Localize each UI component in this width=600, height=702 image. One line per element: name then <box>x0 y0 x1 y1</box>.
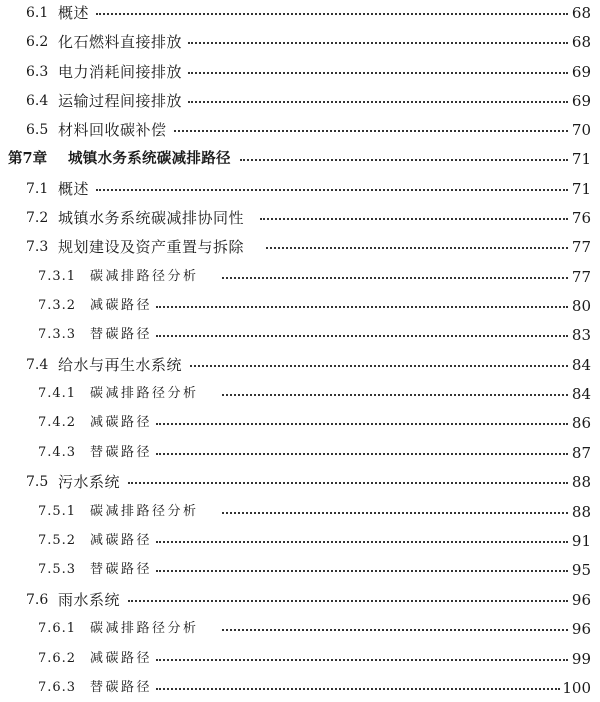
toc-subentry[interactable] <box>0 617 600 641</box>
entry-number: 7.5.1 <box>38 504 77 519</box>
entry-number: 6.2 <box>26 34 49 50</box>
entry-page: 77 <box>571 268 591 286</box>
dot-leader <box>222 394 568 396</box>
entry-page: 86 <box>571 414 591 432</box>
toc-entry[interactable] <box>0 235 600 259</box>
entry-number: 7.6 <box>26 592 49 608</box>
dot-leader <box>156 570 568 572</box>
toc-subentry[interactable] <box>0 529 600 553</box>
toc-subentry[interactable] <box>0 265 600 289</box>
entry-page: 87 <box>571 444 591 462</box>
entry-title: 规划建设及资产重置与拆除 <box>58 238 245 256</box>
entry-title: 替碳路径 <box>90 562 153 577</box>
entry-title: 碳减排路径分析 <box>90 386 199 401</box>
entry-number: 7.1 <box>26 181 49 197</box>
entry-page: 70 <box>571 121 591 139</box>
dot-leader <box>222 629 568 631</box>
entry-page: 100 <box>562 679 591 697</box>
dot-leader <box>188 42 568 44</box>
entry-page: 68 <box>571 4 591 22</box>
entry-title: 减碳路径 <box>90 533 153 548</box>
dot-leader <box>156 423 568 425</box>
entry-title: 雨水系统 <box>58 591 121 609</box>
chapter-title: 城镇水务系统碳减排路径 <box>68 150 231 167</box>
dot-leader <box>96 189 568 191</box>
entry-title: 替碳路径 <box>90 680 153 695</box>
entry-number: 7.6.3 <box>38 680 77 695</box>
entry-page: 76 <box>571 209 591 227</box>
entry-page: 96 <box>571 620 591 638</box>
toc-entry[interactable] <box>0 206 600 230</box>
toc-subentry[interactable] <box>0 647 600 671</box>
entry-title: 污水系统 <box>58 473 121 491</box>
toc-subentry[interactable] <box>0 441 600 465</box>
entry-number: 7.2 <box>26 210 49 226</box>
entry-number: 7.3 <box>26 239 49 255</box>
entry-page: 83 <box>571 326 591 344</box>
dot-leader <box>156 306 568 308</box>
toc-entry[interactable] <box>0 89 600 113</box>
entry-page: 88 <box>571 503 591 521</box>
toc-subentry[interactable] <box>0 294 600 318</box>
entry-page: 68 <box>571 33 591 51</box>
toc-subentry[interactable] <box>0 323 600 347</box>
toc-entry[interactable] <box>0 30 600 54</box>
entry-number: 6.3 <box>26 64 49 80</box>
entry-page: 71 <box>571 150 591 168</box>
dot-leader <box>156 335 568 337</box>
dot-leader <box>222 512 568 514</box>
entry-title: 概述 <box>58 4 90 22</box>
dot-leader <box>190 365 568 367</box>
entry-title: 碳减排路径分析 <box>90 504 199 519</box>
dot-leader <box>188 72 568 74</box>
toc-subentry[interactable] <box>0 411 600 435</box>
entry-number: 7.3.1 <box>38 269 77 284</box>
dot-leader <box>174 130 568 132</box>
toc-subentry[interactable] <box>0 382 600 406</box>
entry-title: 替碳路径 <box>90 445 153 460</box>
entry-number: 7.3.3 <box>38 327 77 342</box>
toc-subentry[interactable] <box>0 500 600 524</box>
entry-page: 99 <box>571 650 591 668</box>
entry-title: 概述 <box>58 180 90 198</box>
entry-title: 减碳路径 <box>90 415 153 430</box>
dot-leader <box>222 277 568 279</box>
entry-number: 6.4 <box>26 93 49 109</box>
dot-leader <box>128 600 568 602</box>
entry-title: 给水与再生水系统 <box>58 356 183 374</box>
toc-chapter-entry[interactable] <box>0 147 600 171</box>
dot-leader <box>156 688 560 690</box>
dot-leader <box>96 13 568 15</box>
dot-leader <box>128 482 568 484</box>
entry-page: 91 <box>571 532 591 550</box>
entry-title: 碳减排路径分析 <box>90 621 199 636</box>
toc-entry[interactable] <box>0 60 600 84</box>
entry-title: 减碳路径 <box>90 298 153 313</box>
entry-number: 7.5.3 <box>38 562 77 577</box>
entry-number: 7.4 <box>26 357 49 373</box>
entry-page: 69 <box>571 63 591 81</box>
entry-title: 减碳路径 <box>90 651 153 666</box>
dot-leader <box>240 159 568 161</box>
entry-title: 电力消耗间接排放 <box>58 63 183 81</box>
dot-leader <box>266 247 568 249</box>
entry-page: 84 <box>571 385 591 403</box>
entry-number: 6.1 <box>26 5 49 21</box>
entry-page: 95 <box>571 561 591 579</box>
entry-number: 7.6.1 <box>38 621 77 636</box>
toc-entry[interactable] <box>0 588 600 612</box>
dot-leader <box>260 218 568 220</box>
toc-entry[interactable] <box>0 1 600 25</box>
dot-leader <box>156 659 568 661</box>
entry-page: 69 <box>571 92 591 110</box>
toc-subentry[interactable] <box>0 558 600 582</box>
entry-page: 96 <box>571 591 591 609</box>
chapter-number: 第7章 <box>8 150 48 167</box>
entry-page: 88 <box>571 473 591 491</box>
entry-number: 7.4.3 <box>38 445 77 460</box>
dot-leader <box>156 541 568 543</box>
entry-number: 6.5 <box>26 122 49 138</box>
entry-page: 80 <box>571 297 591 315</box>
entry-page: 71 <box>571 180 591 198</box>
dot-leader <box>188 101 568 103</box>
entry-title: 运输过程间接排放 <box>58 92 183 110</box>
entry-title: 替碳路径 <box>90 327 153 342</box>
dot-leader <box>156 453 568 455</box>
entry-number: 7.5 <box>26 474 49 490</box>
entry-number: 7.4.1 <box>38 386 77 401</box>
toc-entry[interactable] <box>0 353 600 377</box>
toc-entry[interactable] <box>0 118 600 142</box>
entry-title: 化石燃料直接排放 <box>58 33 183 51</box>
entry-title: 城镇水务系统碳减排协同性 <box>58 209 245 227</box>
toc-subentry[interactable] <box>0 676 600 700</box>
toc-entry[interactable] <box>0 177 600 201</box>
entry-title: 材料回收碳补偿 <box>58 121 167 139</box>
entry-number: 7.4.2 <box>38 415 77 430</box>
entry-number: 7.3.2 <box>38 298 77 313</box>
entry-number: 7.6.2 <box>38 651 77 666</box>
entry-number: 7.5.2 <box>38 533 77 548</box>
entry-page: 84 <box>571 356 591 374</box>
toc-entry[interactable] <box>0 470 600 494</box>
entry-title: 碳减排路径分析 <box>90 269 199 284</box>
entry-page: 77 <box>571 238 591 256</box>
